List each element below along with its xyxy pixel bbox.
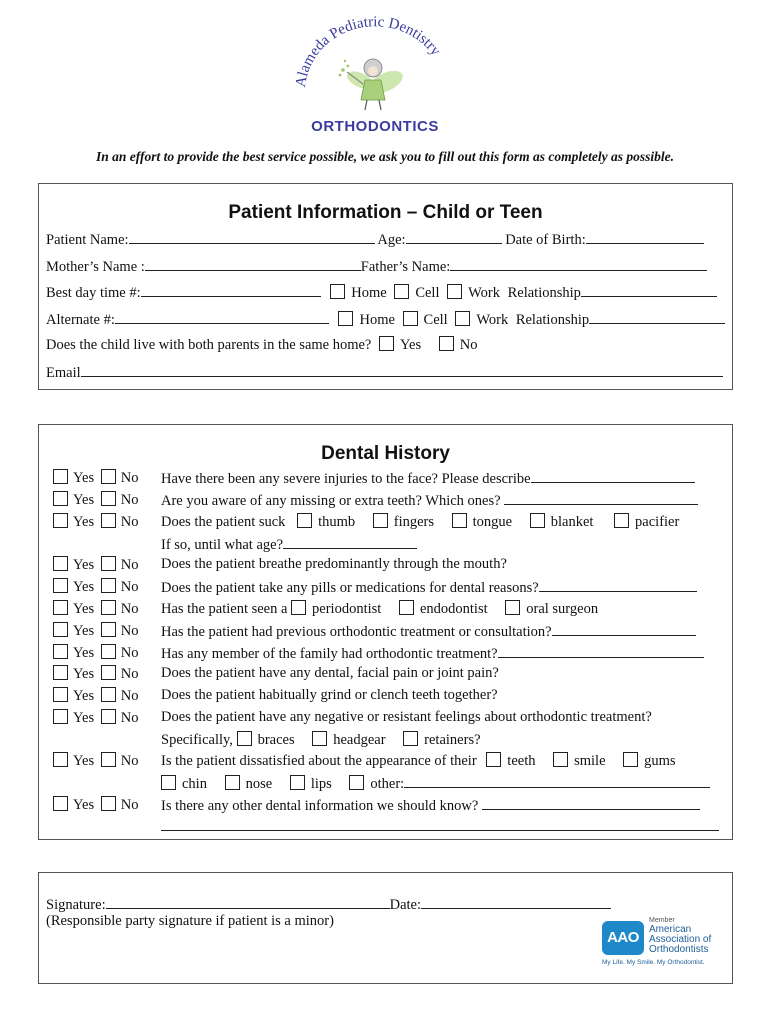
q7-yes-no [53, 622, 138, 640]
signature-label: Signature: [46, 897, 106, 913]
logo-arc-graphic [285, 14, 465, 120]
mother-name-label: Mother’s Name : [46, 259, 145, 275]
yes-label: Yes [73, 645, 95, 661]
best-home-checkbox[interactable] [330, 284, 345, 299]
q1-no-checkbox[interactable] [101, 469, 116, 484]
yes-label: Yes [73, 470, 95, 486]
father-name-field[interactable] [450, 257, 707, 271]
no-label: No [120, 470, 139, 486]
q10-row [161, 687, 498, 704]
no-label: No [120, 645, 139, 661]
best-relationship-field[interactable] [581, 283, 717, 297]
q3-text: Does the patient suck [161, 514, 286, 530]
gums-label: gums [644, 753, 676, 769]
retainers-checkbox[interactable] [403, 731, 418, 746]
logo-subtitle: ORTHODONTICS [311, 118, 439, 135]
dob-label: Date of Birth: [505, 232, 586, 248]
aao-tagline: My Life. My Smile. My Orthodontist. [602, 959, 705, 966]
aao-line3: Orthodontists [649, 944, 709, 955]
q4-yes-no [53, 556, 138, 574]
no-label: No [120, 579, 139, 595]
q8-yes-checkbox[interactable] [53, 644, 68, 659]
yes-label: Yes [73, 623, 95, 639]
aao-member-label: Member [649, 917, 675, 924]
alt-home-checkbox[interactable] [338, 311, 353, 326]
pacifier-label: pacifier [635, 514, 680, 530]
email-row [46, 363, 723, 382]
q7-yes-checkbox[interactable] [53, 622, 68, 637]
age-label: Age: [377, 232, 406, 248]
no-label: No [120, 688, 139, 704]
q8-row [161, 644, 704, 663]
q12-row [161, 752, 676, 770]
q5-text: Does the patient take any pills or medications for dental reasons? [161, 580, 539, 596]
best-phone-label: Best day time #: [46, 285, 141, 301]
date-field[interactable] [421, 895, 611, 909]
other-label: other: [370, 776, 405, 792]
q3b-text: If so, until what age? [161, 537, 284, 553]
yes-label: Yes [73, 557, 95, 573]
q10-no-checkbox[interactable] [101, 687, 116, 702]
q10-yes-no [53, 687, 138, 705]
q2-field[interactable] [504, 491, 698, 505]
q11-yes-checkbox[interactable] [53, 709, 68, 724]
smile-label: smile [574, 753, 606, 769]
q12-yes-checkbox[interactable] [53, 752, 68, 767]
q13-field[interactable] [482, 796, 700, 810]
lips-label: lips [310, 776, 332, 792]
no-label: No [459, 337, 478, 353]
q6-yes-no [53, 600, 138, 618]
email-field[interactable] [81, 363, 723, 377]
q9-no-checkbox[interactable] [101, 665, 116, 680]
q11b-row [161, 731, 481, 749]
q13-text: Is there any other dental information we should know? [161, 798, 479, 814]
no-label: No [120, 623, 139, 639]
relationship-label: Relationship [515, 312, 590, 328]
q12b-row [161, 774, 710, 793]
q13-yes-checkbox[interactable] [53, 796, 68, 811]
tongue-label: tongue [472, 514, 513, 530]
q7-row [161, 622, 696, 641]
cell-label: Cell [415, 285, 440, 301]
lips-checkbox[interactable] [290, 775, 305, 790]
no-label: No [120, 753, 139, 769]
alternate-phone-row [46, 310, 725, 329]
q13-row [161, 796, 700, 815]
tongue-checkbox[interactable] [452, 513, 467, 528]
q7-field[interactable] [552, 622, 696, 636]
thumb-checkbox[interactable] [297, 513, 312, 528]
q13-no-checkbox[interactable] [101, 796, 116, 811]
q4-yes-checkbox[interactable] [53, 556, 68, 571]
yes-label: Yes [73, 514, 95, 530]
q2-row [161, 491, 698, 510]
q7-no-checkbox[interactable] [101, 622, 116, 637]
q2-no-checkbox[interactable] [101, 491, 116, 506]
best-work-checkbox[interactable] [447, 284, 462, 299]
endodontist-label: endodontist [419, 601, 488, 617]
q3b-field[interactable] [283, 535, 417, 549]
q11-text: Does the patient have any negative or resistant feelings about orthodontic treatment? [161, 709, 652, 725]
q2-yes-no [53, 491, 138, 509]
headgear-label: headgear [333, 732, 386, 748]
yes-label: Yes [73, 492, 95, 508]
aao-member-logo [602, 917, 727, 969]
patient-info-section [38, 183, 733, 390]
q1-row [161, 469, 695, 488]
periodontist-label: periodontist [312, 601, 382, 617]
yes-label: Yes [73, 579, 95, 595]
no-label: No [120, 492, 139, 508]
no-label: No [120, 797, 139, 813]
alternate-phone-field[interactable] [115, 310, 329, 324]
signature-field[interactable] [106, 895, 390, 909]
signature-row [46, 895, 611, 914]
aao-line2: Association of [649, 934, 712, 945]
cell-label: Cell [423, 312, 448, 328]
blanket-checkbox[interactable] [530, 513, 545, 528]
fairy-icon [339, 59, 407, 110]
q1-field[interactable] [531, 469, 695, 483]
q3b-row [161, 535, 417, 554]
q9-yes-checkbox[interactable] [53, 665, 68, 680]
both-parents-question: Does the child live with both parents in the same home? [46, 337, 372, 353]
q5-no-checkbox[interactable] [101, 578, 116, 593]
q1-yes-checkbox[interactable] [53, 469, 68, 484]
home-label: Home [351, 285, 387, 301]
fingers-label: fingers [393, 514, 435, 530]
q5-row [161, 578, 697, 597]
smile-checkbox[interactable] [553, 752, 568, 767]
blanket-label: blanket [550, 514, 594, 530]
yes-label: Yes [73, 753, 95, 769]
q4-no-checkbox[interactable] [101, 556, 116, 571]
teeth-label: teeth [507, 753, 536, 769]
q1-yes-no [53, 469, 138, 487]
q6-yes-checkbox[interactable] [53, 600, 68, 615]
yes-label: Yes [73, 710, 95, 726]
q2-yes-checkbox[interactable] [53, 491, 68, 506]
oral-surgeon-checkbox[interactable] [505, 600, 520, 615]
parents-row [46, 257, 707, 276]
q9-text: Does the patient have any dental, facial pain or joint pain? [161, 665, 499, 681]
signature-section [38, 872, 733, 984]
other-checkbox[interactable] [349, 775, 364, 790]
q10-text: Does the patient habitually grind or clench teeth together? [161, 687, 498, 703]
q11b-text: Specifically, [161, 732, 233, 748]
q5-field[interactable] [539, 578, 697, 592]
alt-relationship-field[interactable] [589, 310, 725, 324]
alt-cell-checkbox[interactable] [403, 311, 418, 326]
q5-yes-no [53, 578, 138, 596]
practice-logo [285, 14, 465, 136]
yes-label: Yes [73, 797, 95, 813]
both-parents-yes-checkbox[interactable] [379, 336, 394, 351]
age-field[interactable] [406, 230, 502, 244]
date-label: Date: [389, 897, 422, 913]
q12-no-checkbox[interactable] [101, 752, 116, 767]
q8-text: Has any member of the family had orthodontic treatment? [161, 646, 498, 662]
no-label: No [120, 514, 139, 530]
chin-label: chin [182, 776, 207, 792]
yes-label: Yes [73, 688, 95, 704]
q6-text: Has the patient seen a [161, 601, 288, 617]
work-label: Work [468, 285, 500, 301]
thumb-label: thumb [318, 514, 356, 530]
yes-label: Yes [73, 666, 95, 682]
q9-row [161, 665, 499, 682]
fingers-checkbox[interactable] [373, 513, 388, 528]
q12-yes-no [53, 752, 138, 770]
q4-row [161, 556, 507, 573]
q8-yes-no [53, 644, 138, 662]
q6-no-checkbox[interactable] [101, 600, 116, 615]
mother-name-field[interactable] [145, 257, 361, 271]
teeth-checkbox[interactable] [486, 752, 501, 767]
oral-surgeon-label: oral surgeon [526, 601, 599, 617]
aao-mark: AAO [602, 921, 644, 955]
periodontist-checkbox[interactable] [291, 600, 306, 615]
intro-text: In an effort to provide the best service possible, we ask you to fill out this form as completely as possible. [96, 149, 674, 164]
braces-checkbox[interactable] [237, 731, 252, 746]
no-label: No [120, 710, 139, 726]
signature-note: (Responsible party signature if patient is a minor) [46, 913, 334, 929]
q10-yes-checkbox[interactable] [53, 687, 68, 702]
q2-text: Are you aware of any missing or extra teeth? Which ones? [161, 493, 501, 509]
q8-no-checkbox[interactable] [101, 644, 116, 659]
q7-text: Has the patient had previous orthodontic treatment or consultation? [161, 624, 552, 640]
patient-name-field[interactable] [129, 230, 375, 244]
home-label: Home [359, 312, 395, 328]
patient-info-title: Patient Information – Child or Teen [228, 202, 543, 223]
q3-row [161, 513, 679, 531]
father-name-label: Father’s Name: [360, 259, 451, 275]
yes-label: Yes [73, 601, 95, 617]
pacifier-checkbox[interactable] [614, 513, 629, 528]
both-parents-no-checkbox[interactable] [439, 336, 454, 351]
q3-no-checkbox[interactable] [101, 513, 116, 528]
q4-text: Does the patient breathe predominantly through the mouth? [161, 556, 507, 572]
relationship-label: Relationship [507, 285, 581, 301]
nose-label: nose [245, 776, 273, 792]
best-cell-checkbox[interactable] [394, 284, 409, 299]
alt-work-checkbox[interactable] [455, 311, 470, 326]
gums-checkbox[interactable] [623, 752, 638, 767]
q11-no-checkbox[interactable] [101, 709, 116, 724]
q3-yes-no [53, 513, 138, 531]
q13-extra-line[interactable] [161, 830, 719, 831]
other-field[interactable] [404, 774, 710, 788]
both-parents-row [46, 336, 477, 354]
retainers-label: retainers? [424, 732, 481, 748]
braces-label: braces [257, 732, 295, 748]
email-label: Email [46, 365, 81, 381]
no-label: No [120, 601, 139, 617]
q3-yes-checkbox[interactable] [53, 513, 68, 528]
best-phone-row [46, 283, 717, 302]
patient-name-row [46, 230, 704, 249]
q6-row [161, 600, 598, 618]
work-label: Work [476, 312, 509, 328]
chin-checkbox[interactable] [161, 775, 176, 790]
headgear-checkbox[interactable] [312, 731, 327, 746]
logo-arc-text: Alameda Pediatric Dentistry [293, 14, 444, 89]
q8-field[interactable] [498, 644, 704, 658]
dob-field[interactable] [586, 230, 704, 244]
q13-yes-no [53, 796, 138, 814]
nose-checkbox[interactable] [225, 775, 240, 790]
dental-history-title: Dental History [321, 443, 450, 464]
q12-text: Is the patient dissatisfied about the appearance of their [161, 753, 477, 769]
no-label: No [120, 557, 139, 573]
q11-yes-no [53, 709, 138, 727]
best-phone-field[interactable] [141, 283, 321, 297]
q9-yes-no [53, 665, 138, 683]
yes-label: Yes [400, 337, 422, 353]
no-label: No [120, 666, 139, 682]
aao-line1: American [649, 924, 692, 935]
q5-yes-checkbox[interactable] [53, 578, 68, 593]
patient-name-label: Patient Name: [46, 232, 129, 248]
q11-row [161, 709, 652, 726]
endodontist-checkbox[interactable] [399, 600, 414, 615]
alternate-phone-label: Alternate #: [46, 312, 115, 328]
q1-text: Have there been any severe injuries to the face? Please describe [161, 471, 531, 487]
